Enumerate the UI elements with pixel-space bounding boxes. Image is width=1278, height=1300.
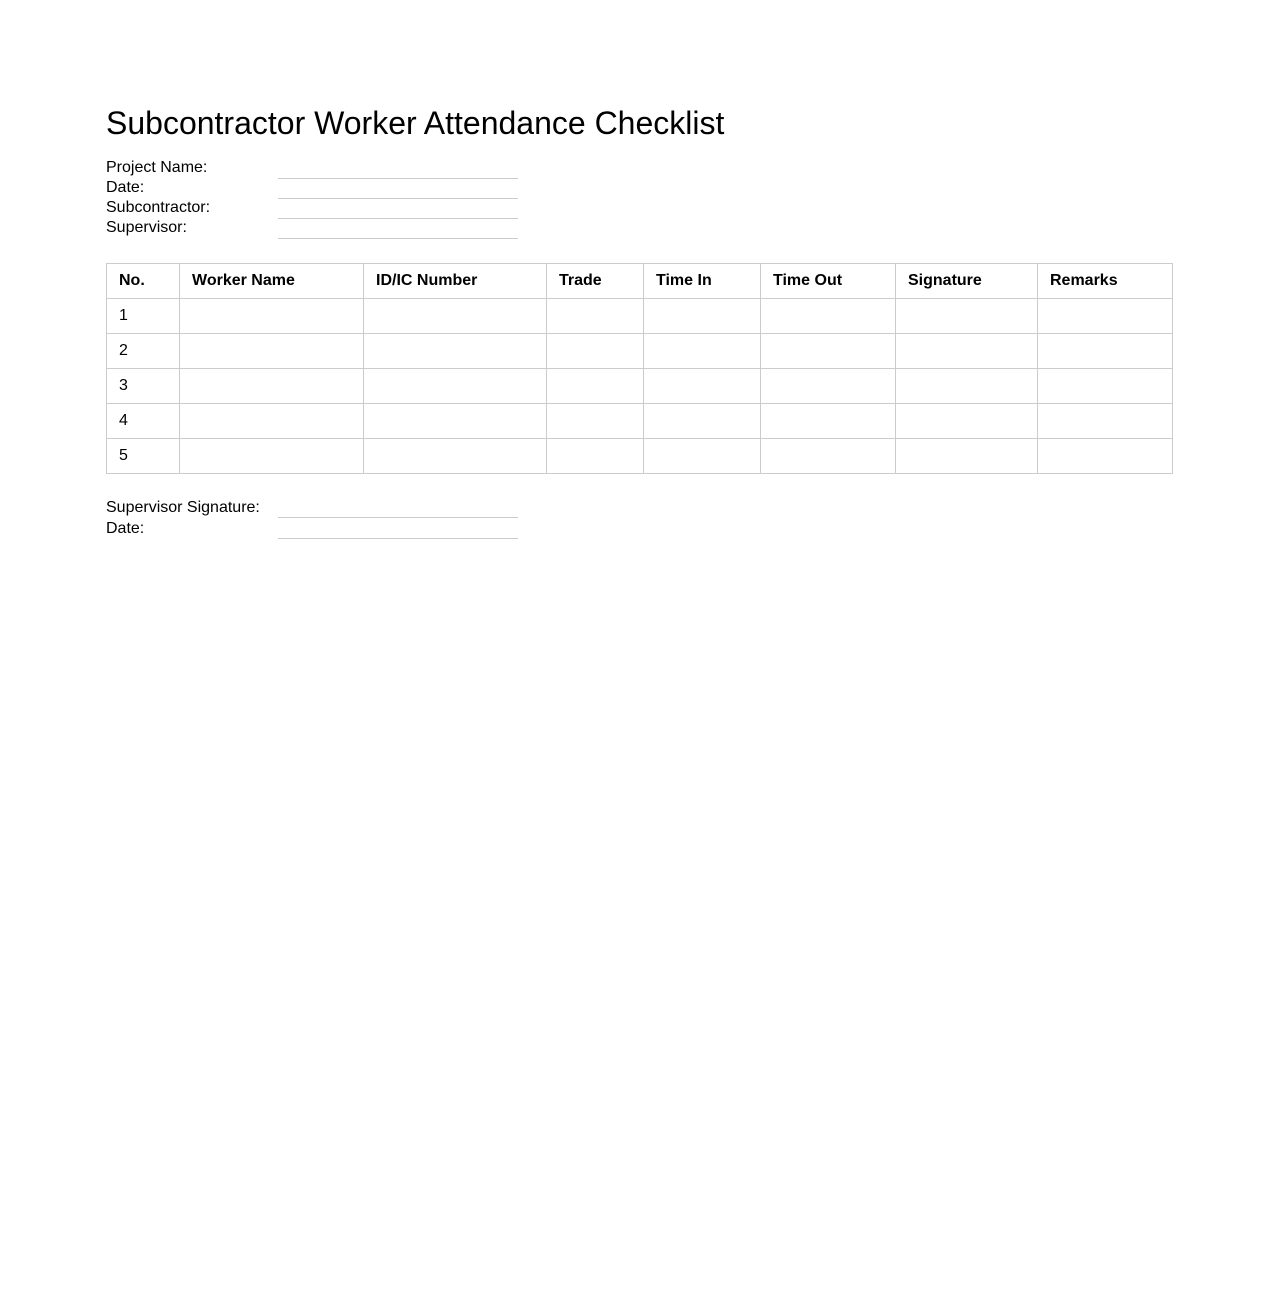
cell-worker-name[interactable] (180, 369, 364, 404)
field-label: Supervisor: (106, 219, 187, 236)
cell-remarks[interactable] (1038, 439, 1173, 474)
cell-time-in[interactable] (644, 299, 761, 334)
column-header-worker-name: Worker Name (180, 264, 364, 299)
supervisor-signature-field (106, 497, 526, 518)
cell-time-out[interactable] (761, 404, 896, 439)
footer-date-input-line[interactable] (278, 538, 518, 539)
column-header-signature: Signature (896, 264, 1038, 299)
cell-worker-name[interactable] (180, 404, 364, 439)
table-row (107, 369, 1173, 404)
cell-remarks[interactable] (1038, 369, 1173, 404)
cell-id-ic-number[interactable] (364, 334, 547, 369)
column-header-time-out: Time Out (761, 264, 896, 299)
cell-trade[interactable] (547, 334, 644, 369)
subcontractor-field (106, 198, 526, 218)
cell-remarks[interactable] (1038, 404, 1173, 439)
cell-time-in[interactable] (644, 369, 761, 404)
cell-signature[interactable] (896, 299, 1038, 334)
field-label: Date: (106, 520, 145, 537)
field-label: Date: (106, 179, 145, 196)
cell-signature[interactable] (896, 404, 1038, 439)
cell-time-out[interactable] (761, 439, 896, 474)
cell-time-in[interactable] (644, 334, 761, 369)
attendance-table (106, 263, 1173, 474)
cell-trade[interactable] (547, 404, 644, 439)
cell-worker-name[interactable] (180, 299, 364, 334)
cell-id-ic-number[interactable] (364, 404, 547, 439)
cell-no: 4 (107, 404, 180, 439)
cell-remarks[interactable] (1038, 299, 1173, 334)
supervisor-field (106, 218, 526, 238)
cell-signature[interactable] (896, 334, 1038, 369)
cell-no: 1 (107, 299, 180, 334)
cell-time-in[interactable] (644, 439, 761, 474)
cell-trade[interactable] (547, 369, 644, 404)
table-header-row (107, 264, 1173, 299)
footer-fields (106, 497, 526, 539)
table-row (107, 404, 1173, 439)
cell-no: 3 (107, 369, 180, 404)
date-field (106, 178, 526, 198)
supervisor-input-line[interactable] (278, 238, 518, 239)
cell-time-out[interactable] (761, 334, 896, 369)
cell-no: 5 (107, 439, 180, 474)
cell-id-ic-number[interactable] (364, 299, 547, 334)
cell-trade[interactable] (547, 439, 644, 474)
table-row (107, 334, 1173, 369)
cell-time-in[interactable] (644, 404, 761, 439)
column-header-time-in: Time In (644, 264, 761, 299)
cell-id-ic-number[interactable] (364, 369, 547, 404)
footer-date-field (106, 518, 526, 539)
cell-signature[interactable] (896, 439, 1038, 474)
project-name-field (106, 158, 526, 178)
table-row (107, 439, 1173, 474)
field-label: Project Name: (106, 159, 208, 176)
column-header-no: No. (107, 264, 180, 299)
header-fields (106, 158, 526, 238)
cell-remarks[interactable] (1038, 334, 1173, 369)
column-header-id-ic-number: ID/IC Number (364, 264, 547, 299)
field-label: Subcontractor: (106, 199, 211, 216)
cell-worker-name[interactable] (180, 439, 364, 474)
cell-id-ic-number[interactable] (364, 439, 547, 474)
cell-signature[interactable] (896, 369, 1038, 404)
cell-trade[interactable] (547, 299, 644, 334)
page-title: Subcontractor Worker Attendance Checklist (106, 105, 725, 141)
table-row (107, 299, 1173, 334)
cell-worker-name[interactable] (180, 334, 364, 369)
column-header-trade: Trade (547, 264, 644, 299)
column-header-remarks: Remarks (1038, 264, 1173, 299)
field-label: Supervisor Signature: (106, 499, 260, 516)
cell-time-out[interactable] (761, 369, 896, 404)
cell-no: 2 (107, 334, 180, 369)
cell-time-out[interactable] (761, 299, 896, 334)
